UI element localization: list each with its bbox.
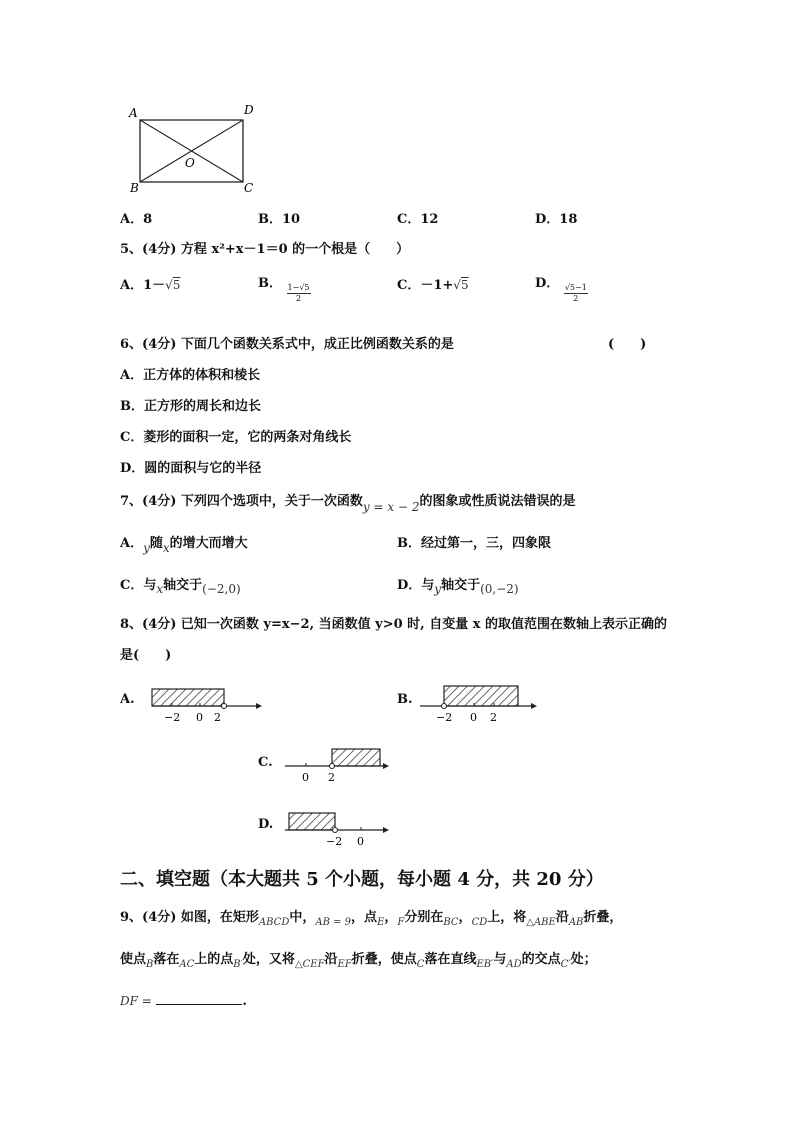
q7-option-c[interactable]	[120, 574, 241, 596]
q7-c-prefix: C．与	[120, 578, 157, 593]
q8-b-tick-2: 2	[490, 711, 497, 724]
q8-option-a-numberline[interactable]	[148, 684, 263, 726]
q9-math: AB = 9	[315, 917, 352, 928]
q8-d-tick-0: 0	[357, 835, 364, 848]
q9-text: 折叠，使点	[351, 952, 417, 967]
q9-text: 折叠，	[583, 910, 623, 925]
q9-math: AC	[179, 959, 195, 970]
q7-stem	[120, 490, 576, 514]
sqrt-sign: √	[453, 278, 461, 292]
q8-option-c-numberline[interactable]	[283, 744, 393, 786]
q8-b-tick-0: 0	[470, 711, 477, 724]
q5-option-c[interactable]	[397, 274, 469, 293]
q6-stem: 6、(4分) 下面几个函数关系式中，成正比例函数关系的是	[120, 337, 454, 352]
q7-option-a[interactable]	[120, 532, 248, 555]
q5-d-denominator: 2	[573, 294, 579, 303]
q5-a-radicand: 5	[172, 278, 181, 292]
q7-stem-post: 的图象或性质说法错误的是	[419, 494, 576, 509]
q6-option-b[interactable]: B．正方形的周长和边长	[120, 399, 261, 414]
q8-option-a-label[interactable]: A.	[120, 692, 135, 707]
q9-text: ，	[384, 910, 398, 925]
q8-option-b-label[interactable]: B.	[397, 692, 413, 707]
q9-text: 处；	[570, 952, 597, 967]
q8-option-d-numberline[interactable]	[283, 808, 393, 850]
q6-option-a[interactable]: A．正方体的体积和棱长	[120, 368, 261, 383]
q9-math: △CEF	[294, 959, 325, 970]
q9-math: C	[416, 959, 425, 970]
q8-option-d-label[interactable]: D.	[258, 817, 274, 832]
q5-c-radicand: 5	[460, 278, 469, 292]
q9-math: AD	[506, 959, 522, 970]
q9-math: B	[146, 959, 154, 970]
q4-option-d[interactable]: D．18	[535, 212, 578, 227]
q7-d-y: y	[434, 582, 442, 596]
q9-df-label: DF =	[120, 994, 152, 1008]
q9-text: ，	[458, 910, 472, 925]
center-o-label: O	[185, 156, 195, 170]
q4-option-c[interactable]: C．12	[397, 212, 439, 227]
q5-b-prefix: B．	[258, 276, 282, 291]
q9-text: 上的点	[194, 952, 234, 967]
q9-text: 使点	[120, 952, 147, 967]
q5-b-numerator: 1−√5	[287, 283, 310, 292]
q9-math: ABCD	[258, 917, 290, 928]
vertex-d-label: D	[244, 103, 254, 117]
q8-d-tick-neg2: −2	[326, 835, 343, 848]
q5-a-prefix: A．1－	[120, 278, 166, 293]
vertex-b-label: B	[130, 181, 139, 195]
q7-stem-pre: 7、(4分) 下列四个选项中，关于一次函数	[120, 494, 363, 509]
q8-c-tick-0: 0	[302, 771, 309, 784]
q7-function: y = x − 2	[362, 500, 420, 514]
q9-math: AB	[568, 917, 584, 928]
q9-text: 沿	[324, 952, 338, 967]
q7-c-x: x	[156, 582, 164, 596]
q5-option-b[interactable]	[258, 272, 311, 303]
q5-b-denominator: 2	[295, 294, 302, 303]
q9-math: EF	[337, 959, 352, 970]
q9-text: ，点	[351, 910, 378, 925]
q5-d-prefix: D．	[535, 276, 560, 291]
q8-a-tick-0: 0	[196, 711, 203, 724]
q7-option-d[interactable]	[397, 574, 519, 596]
q4-option-b[interactable]: B．10	[258, 212, 301, 227]
q9-text: 沿	[555, 910, 569, 925]
q6-answer-paren: ( )	[608, 337, 647, 352]
q5-option-d[interactable]	[535, 272, 588, 303]
section-2-heading: 二、填空题（本大题共 5 个小题，每小题 4 分，共 20 分）	[120, 869, 604, 890]
vertex-c-label: C	[244, 181, 254, 195]
q5-option-a[interactable]	[120, 274, 180, 293]
q7-c-mid: 轴交于	[163, 578, 203, 593]
q9-text: 的交点	[521, 952, 561, 967]
q9-line1	[120, 906, 623, 928]
q9-math: F	[397, 917, 405, 928]
q9-text: 与	[493, 952, 507, 967]
q9-text: 处，又将	[242, 952, 295, 967]
q9-text: 9、(4分) 如图，在矩形	[120, 910, 259, 925]
q7-a-y: y	[143, 541, 150, 555]
q9-period: .	[242, 994, 247, 1009]
q8-c-tick-2: 2	[328, 771, 335, 784]
q9-text: 落在直线	[424, 952, 477, 967]
q4-option-a[interactable]: A．8	[120, 212, 153, 227]
q9-text: 落在	[153, 952, 180, 967]
q8-b-tick-neg2: −2	[436, 711, 453, 724]
q9-line3	[120, 992, 247, 1009]
q7-a-prefix: A．	[120, 536, 144, 551]
q8-a-tick-neg2: −2	[164, 711, 181, 724]
q5-c-prefix: C．－1+	[397, 278, 454, 293]
q8-a-tick-2: 2	[214, 711, 221, 724]
q9-math: EB′	[476, 959, 494, 970]
q7-a-x: x	[162, 541, 170, 555]
sqrt-sign: √	[165, 278, 173, 292]
q8-stem-line1: 8、(4分) 已知一次函数 y=x−2, 当函数值 y>0 时, 自变量 x 的取值范围在数轴上表示正确的	[120, 617, 668, 632]
q9-text: 中，	[289, 910, 316, 925]
q9-math: BC	[443, 917, 459, 928]
q9-math: B′	[233, 959, 243, 970]
q7-d-mid: 轴交于	[441, 578, 481, 593]
q8-option-b-numberline[interactable]	[418, 684, 543, 726]
q6-option-c[interactable]: C．菱形的面积一定，它的两条对角线长	[120, 430, 352, 445]
q7-d-point: (0,−2)	[480, 582, 519, 596]
q7-c-point: (−2,0)	[202, 582, 241, 596]
q5-stem: 5、(4分) 方程 x²+x－1＝0 的一个根是（ ）	[120, 242, 410, 257]
q9-math: CD	[471, 917, 488, 928]
q6-option-d[interactable]: D．圆的面积与它的半径	[120, 461, 262, 476]
rectangle-figure	[124, 100, 264, 200]
vertex-a-label: A	[129, 106, 138, 120]
q9-math: △ABE	[526, 917, 556, 928]
q7-a-post: 的增大而增大	[169, 536, 248, 551]
q9-line2	[120, 948, 597, 970]
q9-text: 分别在	[404, 910, 444, 925]
q7-a-mid: 随	[149, 536, 163, 551]
q8-option-c-label[interactable]: C.	[258, 755, 273, 770]
q5-b-fraction	[287, 283, 311, 304]
q8-stem-line2: 是( )	[120, 648, 172, 663]
q7-d-prefix: D．与	[397, 578, 435, 593]
q7-option-b[interactable]: B．经过第一，三，四象限	[397, 536, 551, 551]
q9-math: E	[377, 917, 385, 928]
q5-d-numerator: √5−1	[564, 283, 587, 292]
q9-answer-blank[interactable]	[156, 992, 242, 1005]
q5-d-fraction	[564, 283, 588, 304]
q9-text: 上，将	[487, 910, 527, 925]
q9-math: C′	[560, 959, 571, 970]
